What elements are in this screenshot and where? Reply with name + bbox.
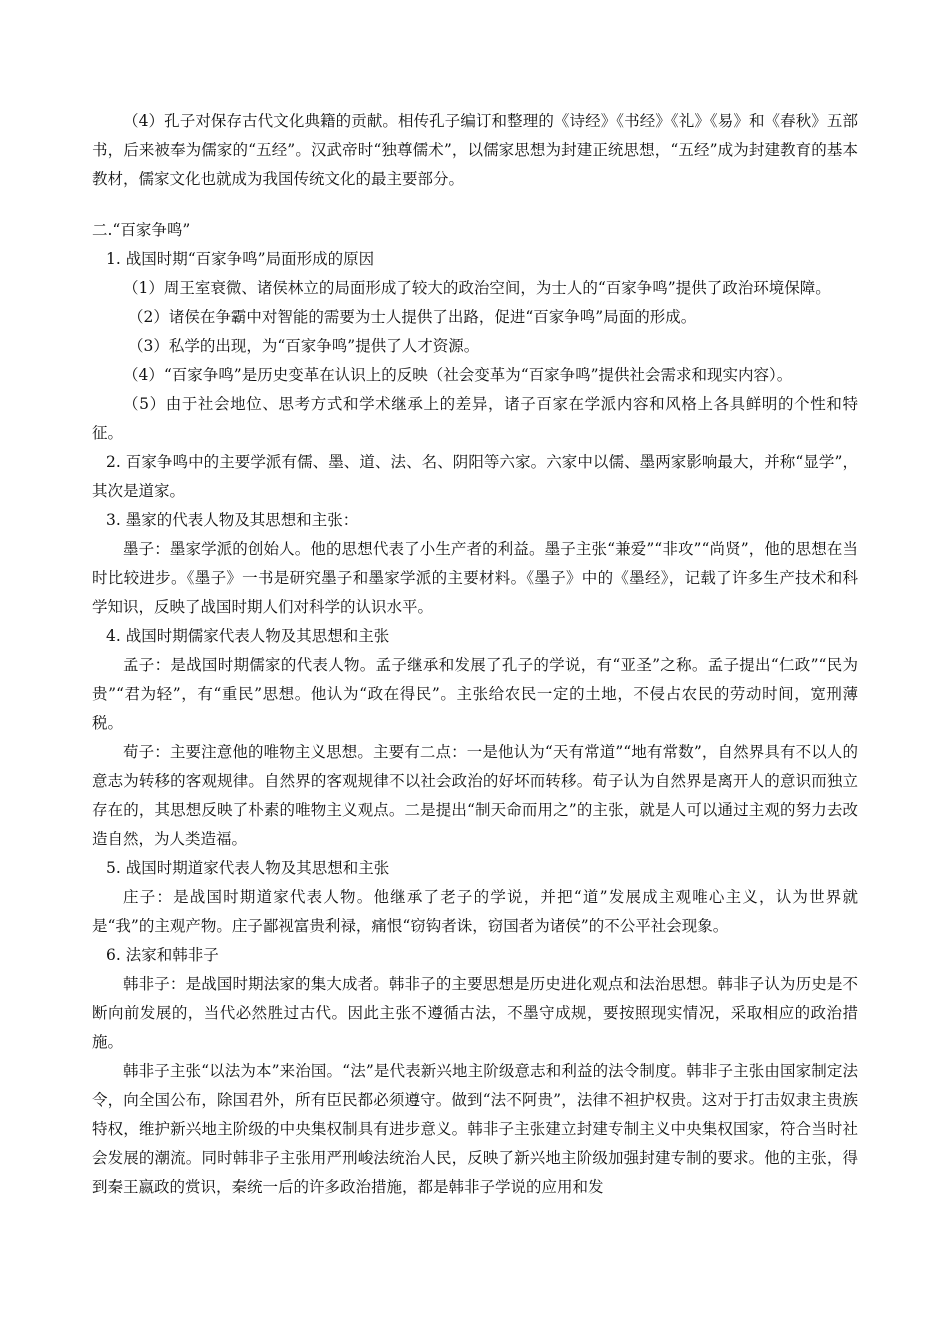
subheading-legalism: 6. 法家和韩非子 [106, 946, 219, 964]
section-heading-hundred-schools: 二.“百家争鸣” [92, 221, 191, 239]
paragraph-hanfeizi-1: 韩非子：是战国时期法家的集大成者。韩非子的主要思想是历史进化观点和法治思想。韩非子认为历史是不断向前发展的，当代必然胜过古代。因此主张不遵循古法，不墨守成规，要按照现实情况，采取相应的政治措施。 [92, 975, 858, 1051]
paragraph-confucius-classics: （4）孔子对保存古代文化典籍的贡献。相传孔子编订和整理的《诗经》《书经》《礼》《易》和《春秋》五部书，后来被奉为儒家的“五经”。汉武帝时“独尊儒术”，以儒家思想为封建正统思想，“五经”成为封建教育的基本教材，儒家文化也就成为我国传统文化的最主要部分。 [92, 112, 858, 188]
document-page [92, 107, 858, 1202]
subheading-taoism: 5. 战国时期道家代表人物及其思想和主张 [106, 859, 390, 877]
paragraph-xunzi: 荀子：主要注意他的唯物主义思想。主要有二点：一是他认为“天有常道”“地有常数”，自然界具有不以人的意志为转移的客观规律。自然界的客观规律不以社会政治的好坏而转移。荀子认为自然界是离开人的意识而独立存在的，其思想反映了朴素的唯物主义观点。二是提出“制天命而用之”的主张，就是人可以通过主观的努力去改造自然，为人类造福。 [92, 743, 858, 848]
paragraph-cause-5: （5）由于社会地位、思考方式和学术继承上的差异，诸子百家在学派内容和风格上各具鲜明的个性和特征。 [92, 395, 858, 442]
paragraph-mencius: 孟子：是战国时期儒家的代表人物。孟子继承和发展了孔子的学说，有“亚圣”之称。孟子提出“仁政”“民为贵”“君为轻”，有“重民”思想。他认为“政在得民”。主张给农民一定的土地，不侵占农民的劳动时间，宽刑薄税。 [92, 656, 858, 732]
section-gap [92, 194, 858, 216]
paragraph-main-schools: 2. 百家争鸣中的主要学派有儒、墨、道、法、名、阴阳等六家。六家中以儒、墨两家影响最大，并称“显学”，其次是道家。 [92, 453, 858, 500]
subheading-mohism: 3. 墨家的代表人物及其思想和主张： [106, 511, 359, 529]
subheading-confucianism: 4. 战国时期儒家代表人物及其思想和主张 [106, 627, 390, 645]
paragraph-hanfeizi-2: 韩非子主张“以法为本”来治国。“法”是代表新兴地主阶级意志和利益的法令制度。韩非子主张由国家制定法令，向全国公布，除国君外，所有臣民都必须遵守。做到“法不阿贵”，法律不袒护权贵。这对于打击奴隶主贵族特权，维护新兴地主阶级的中央集权制具有进步意义。韩非子主张建立封建专制主义中央集权国家，符合当时社会发展的潮流。同时韩非子主张用严刑峻法统治人民，反映了新兴地主阶级加强封建专制的要求。他的主张，得到秦王嬴政的赏识，秦统一后的许多政治措施，都是韩非子学说的应用和发 [92, 1062, 858, 1196]
paragraph-cause-1: （1）周王室衰微、诸侯林立的局面形成了较大的政治空间，为士人的“百家争鸣”提供了政治环境保障。 [123, 279, 831, 297]
paragraph-cause-4: （4）“百家争鸣”是历史变革在认识上的反映（社会变革为“百家争鸣”提供社会需求和现实内容）。 [123, 366, 793, 384]
paragraph-mozi: 墨子：墨家学派的创始人。他的思想代表了小生产者的利益。墨子主张“兼爱”“非攻”“尚贤”，他的思想在当时比较进步。《墨子》一书是研究墨子和墨家学派的主要材料。《墨子》中的《墨经》，记载了许多生产技术和科学知识，反映了战国时期人们对科学的认识水平。 [92, 540, 858, 616]
paragraph-zhuangzi: 庄子：是战国时期道家代表人物。他继承了老子的学说，并把“道”发展成主观唯心主义，认为世界就是“我”的主观产物。庄子鄙视富贵利禄，痛恨“窃钩者诛，窃国者为诸侯”的不公平社会现象。 [92, 888, 858, 935]
subheading-causes: 1. 战国时期“百家争鸣”局面形成的原因 [106, 250, 375, 268]
paragraph-cause-3: （3）私学的出现，为“百家争鸣”提供了人才资源。 [128, 337, 480, 355]
paragraph-cause-2: （2）诸侯在争霸中对智能的需要为士人提供了出路，促进“百家争鸣”局面的形成。 [128, 308, 697, 326]
